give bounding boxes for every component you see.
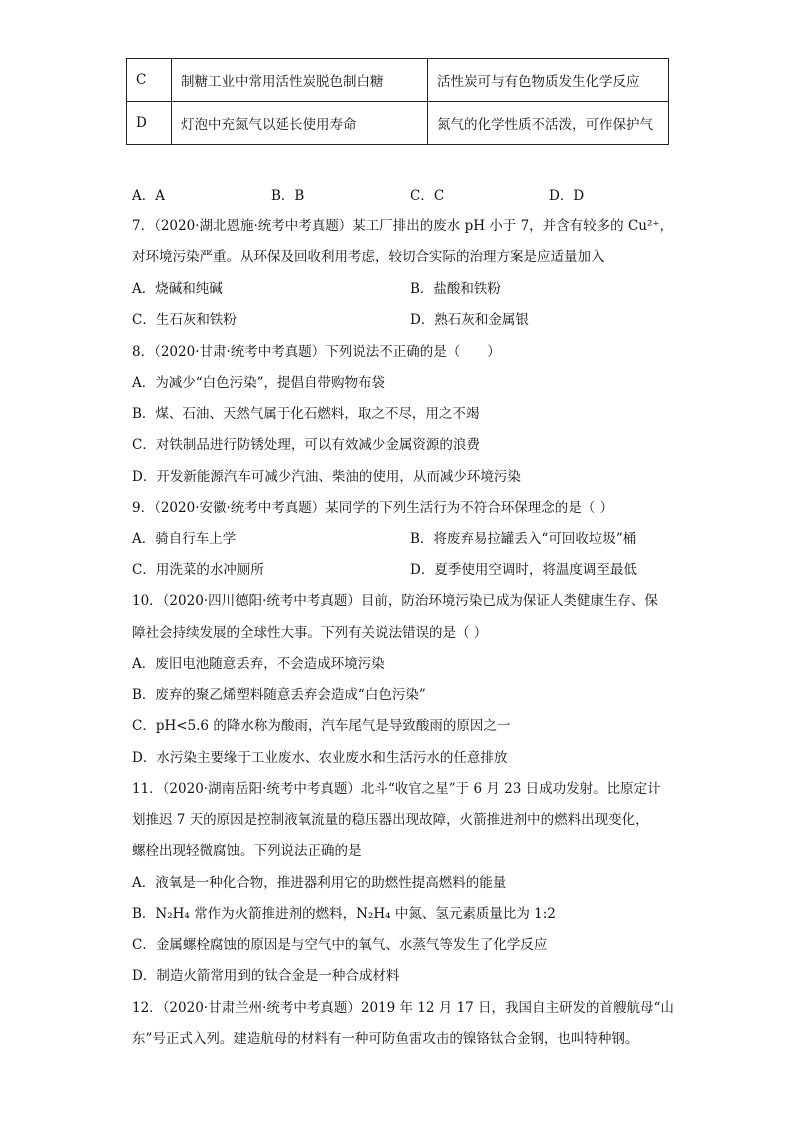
q9-option-a: A．骑自行车上学 bbox=[132, 531, 237, 547]
q9-option-c: C．用洗菜的水冲厕所 bbox=[132, 562, 264, 578]
table-row bbox=[127, 102, 669, 145]
q6-options bbox=[132, 184, 692, 204]
q10-stem-line1: 10．（2020·四川德阳·统考中考真题）目前，防治环境污染已成为保证人类健康生存、保 bbox=[132, 593, 658, 609]
q12-stem-line1: 12．（2020·甘肃兰州·统考中考真题）2019 年 12 月 17 日，我国自主研发的首艘航母“山 bbox=[132, 1000, 674, 1016]
row-reason: 活性炭可与有色物质发生化学反应 bbox=[428, 59, 669, 102]
q9-option-b: B．将废弃易拉罐丢入“可回收垃圾”桶 bbox=[410, 531, 637, 547]
q10-option-d: D．水污染主要缘于工业废水、农业废水和生活污水的任意排放 bbox=[132, 750, 508, 766]
q7-stem-line2: 对环境污染严重。从环保及回收利用考虑，较切合实际的治理方案是应适量加入 bbox=[132, 249, 605, 265]
q11-option-a: A．液氧是一种化合物，推进器利用它的助燃性提高燃料的能量 bbox=[132, 875, 507, 891]
q10-stem-line2: 障社会持续发展的全球性大事。下列有关说法错误的是（ ） bbox=[132, 625, 488, 641]
q8-option-d: D．开发新能源汽车可减少汽油、柴油的使用，从而减少环境污染 bbox=[132, 469, 521, 485]
q11-option-b: B．N₂H₄ 常作为火箭推进剂的燃料，N₂H₄ 中氮、氢元素质量比为 1:2 bbox=[132, 906, 556, 922]
q7-option-a: A．烧碱和纯碱 bbox=[132, 281, 223, 297]
q8-option-a: A．为减少“白色污染”，提倡自带购物布袋 bbox=[132, 375, 386, 391]
row-label: C bbox=[127, 59, 172, 102]
q11-option-d: D．制造火箭常用到的钛合金是一种合成材料 bbox=[132, 968, 400, 984]
row-item: 制糖工业中常用活性炭脱色制白糖 bbox=[172, 59, 428, 102]
q7-options-row1 bbox=[132, 277, 692, 297]
row-reason: 氮气的化学性质不活泼，可作保护气 bbox=[428, 102, 669, 145]
q9-option-d: D．夏季使用空调时，将温度调至最低 bbox=[410, 562, 637, 578]
options-table bbox=[126, 58, 669, 145]
q6-option-c: C．C bbox=[410, 188, 445, 204]
q7-option-c: C．生石灰和铁粉 bbox=[132, 312, 237, 328]
q12-stem-line2: 东”号正式入列。建造航母的材料有一种可防鱼雷攻击的镍铬钛合金钢，也叫特种钢。 bbox=[132, 1031, 639, 1047]
q9-options-row1 bbox=[132, 527, 692, 547]
q6-option-b: B．B bbox=[271, 188, 305, 204]
q8-option-b: B．煤、石油、天然气属于化石燃料，取之不尽，用之不竭 bbox=[132, 406, 480, 422]
q8-option-c: C．对铁制品进行防锈处理，可以有效减少金属资源的浪费 bbox=[132, 437, 480, 453]
q11-stem-line1: 11．（2020·湖南岳阳·统考中考真题）北斗“收官之星”于 6 月 23 日成功发射。比原定计 bbox=[132, 781, 661, 797]
q11-stem-line2: 划推迟 7 天的原因是控制液氧流量的稳压器出现故障，火箭推进剂中的燃料出现变化， bbox=[132, 812, 649, 828]
q11-option-c: C．金属螺栓腐蚀的原因是与空气中的氧气、水蒸气等发生了化学反应 bbox=[132, 937, 548, 953]
q6-option-d: D．D bbox=[549, 188, 585, 204]
q7-options-row2 bbox=[132, 308, 692, 328]
q8-stem: 8．（2020·甘肃·统考中考真题）下列说法不正确的是（ ） bbox=[132, 344, 501, 360]
q6-option-a: A．A bbox=[132, 188, 165, 204]
q9-stem: 9．（2020·安徽·统考中考真题）某同学的下列生活行为不符合环保理念的是（ ） bbox=[132, 500, 614, 516]
q11-stem-line3: 螺栓出现轻微腐蚀。下列说法正确的是 bbox=[132, 843, 362, 859]
q10-option-a: A．废旧电池随意丢弃，不会造成环境污染 bbox=[132, 656, 385, 672]
q10-option-c: C．pH<5.6 的降水称为酸雨，汽车尾气是导致酸雨的原因之一 bbox=[132, 718, 511, 734]
q9-options-row2 bbox=[132, 558, 692, 578]
q7-stem-line1: 7．（2020·湖北恩施·统考中考真题）某工厂排出的废水 pH 小于 7，并含有较多的 Cu²⁺， bbox=[132, 218, 674, 234]
q7-option-b: B．盐酸和铁粉 bbox=[410, 281, 501, 297]
row-item: 灯泡中充氮气以延长使用寿命 bbox=[172, 102, 428, 145]
table-row bbox=[127, 59, 669, 102]
q10-option-b: B．废弃的聚乙烯塑料随意丢弃会造成“白色污染” bbox=[132, 687, 426, 703]
q7-option-d: D．熟石灰和金属银 bbox=[410, 312, 529, 328]
row-label: D bbox=[127, 102, 172, 145]
